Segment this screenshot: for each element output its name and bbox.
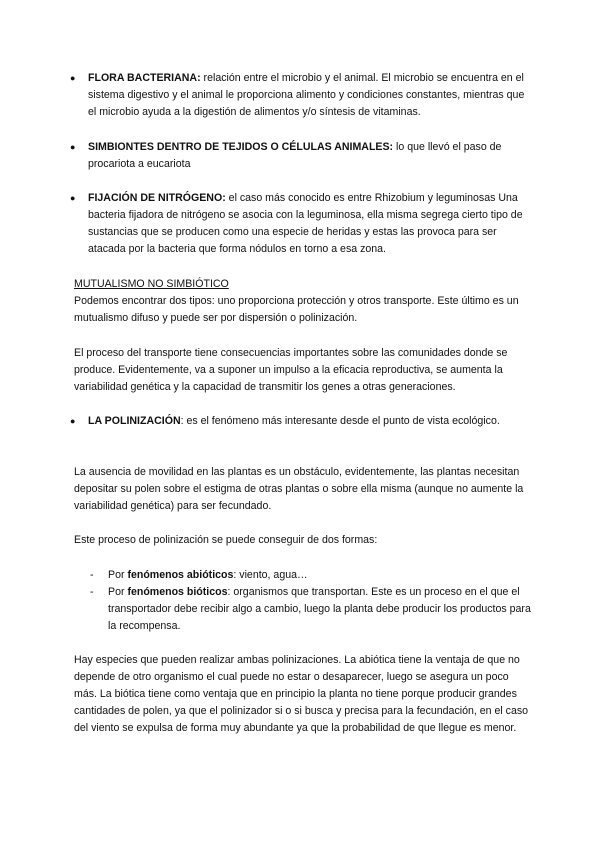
paragraph-ambas-polinizaciones: Hay especies que pueden realizar ambas polinizaciones. La abiótica tiene la ventaja de que no depende de otro organismo el cual puede no estar o desaparecer, luego se asegura un poco más. La biótica tiene como ventaja que en principio la planta no tiene porque producir grandes cantidades de polen, ya que el polinizador si o si busca y precisa para la fecundación, en el caso del viento se expulsa de forma muy abundante ya que la probabilidad de que llegue es menor. xyxy=(74,654,529,734)
paragraph-transporte: El proceso del transporte tiene consecuencias importantes sobre las comunidades donde se produce. Evidentemente, va a suponer un impulso a la eficacia reproductiva, se aumenta la variabilidad genética y la capacidad de transmitir los genes a otras generaciones. xyxy=(74,347,508,393)
dash-icon: - xyxy=(90,586,94,598)
bullet-term: LA POLINIZACIÓN xyxy=(88,415,181,427)
bullet-term: FLORA BACTERIANA: xyxy=(88,72,201,84)
dash-icon: - xyxy=(90,569,94,581)
bullet-icon: ● xyxy=(70,73,76,83)
bullet-flora-bacteriana xyxy=(70,70,533,121)
bullet-icon: ● xyxy=(70,193,76,203)
dash-text: : organismos que transportan. Este es un proceso en el que el transportador debe recibir algo a cambio, luego la planta debe producir los productos para la recompensa. xyxy=(108,586,531,632)
dash-prefix: Por xyxy=(108,586,128,598)
dash-item-bioticos xyxy=(90,584,533,635)
bullet-icon: ● xyxy=(70,416,76,426)
paragraph-ausencia-movilidad: La ausencia de movilidad en las plantas es un obstáculo, evidentemente, las plantas necesitan depositar su polen sobre el estigma de otras plantas o sobre ella misma (aunque no aumente la variabilidad genética) para ser fecundado. xyxy=(74,466,524,512)
dash-text: : viento, agua… xyxy=(233,569,308,581)
dash-term: fenómenos abióticos xyxy=(127,569,234,581)
bullet-text: lo que llevó el paso de procariota a eucariota xyxy=(88,141,502,170)
bullet-term: SIMBIONTES DENTRO DE TEJIDOS O CÉLULAS ANIMALES: xyxy=(88,141,394,153)
paragraph-tipos: Podemos encontrar dos tipos: uno proporciona protección y otros transporte. Este último es un mutualismo difuso y puede ser por dispersión o polinización. xyxy=(74,295,519,324)
paragraph-dos-formas: Este proceso de polinización se puede conseguir de dos formas: xyxy=(74,534,378,546)
bullet-text: : es el fenómeno más interesante desde el punto de vista ecológico. xyxy=(180,415,500,427)
bullet-text: el caso más conocido es entre Rhizobium y leguminosas Una bacteria fijadora de nitrógeno se asocia con la leguminosa, ella misma segrega cierto tipo de sustancias que se producen como una especie de heridas y estas las provoca para ser atacada por la bacteria que forma nódulos en torno a esa zona. xyxy=(88,192,523,255)
bullet-icon: ● xyxy=(70,142,76,152)
dash-term: fenómenos bióticos xyxy=(127,586,228,598)
dash-prefix: Por xyxy=(108,569,128,581)
section-heading: MUTUALISMO NO SIMBIÓTICO xyxy=(74,278,229,290)
bullet-text: relación entre el microbio y el animal. El microbio se encuentra en el sistema digestivo y el animal le proporciona alimento y condiciones constantes, mientras que el microbio ayuda a la digestión de alimentos y/o síntesis de vitaminas. xyxy=(88,72,525,118)
bullet-polinizacion xyxy=(70,413,533,430)
bullet-term: FIJACIÓN DE NITRÓGENO: xyxy=(88,192,226,204)
dash-item-abioticos xyxy=(90,567,533,584)
bullet-simbiontes xyxy=(70,139,533,173)
bullet-fijacion-nitrogeno xyxy=(70,190,533,258)
